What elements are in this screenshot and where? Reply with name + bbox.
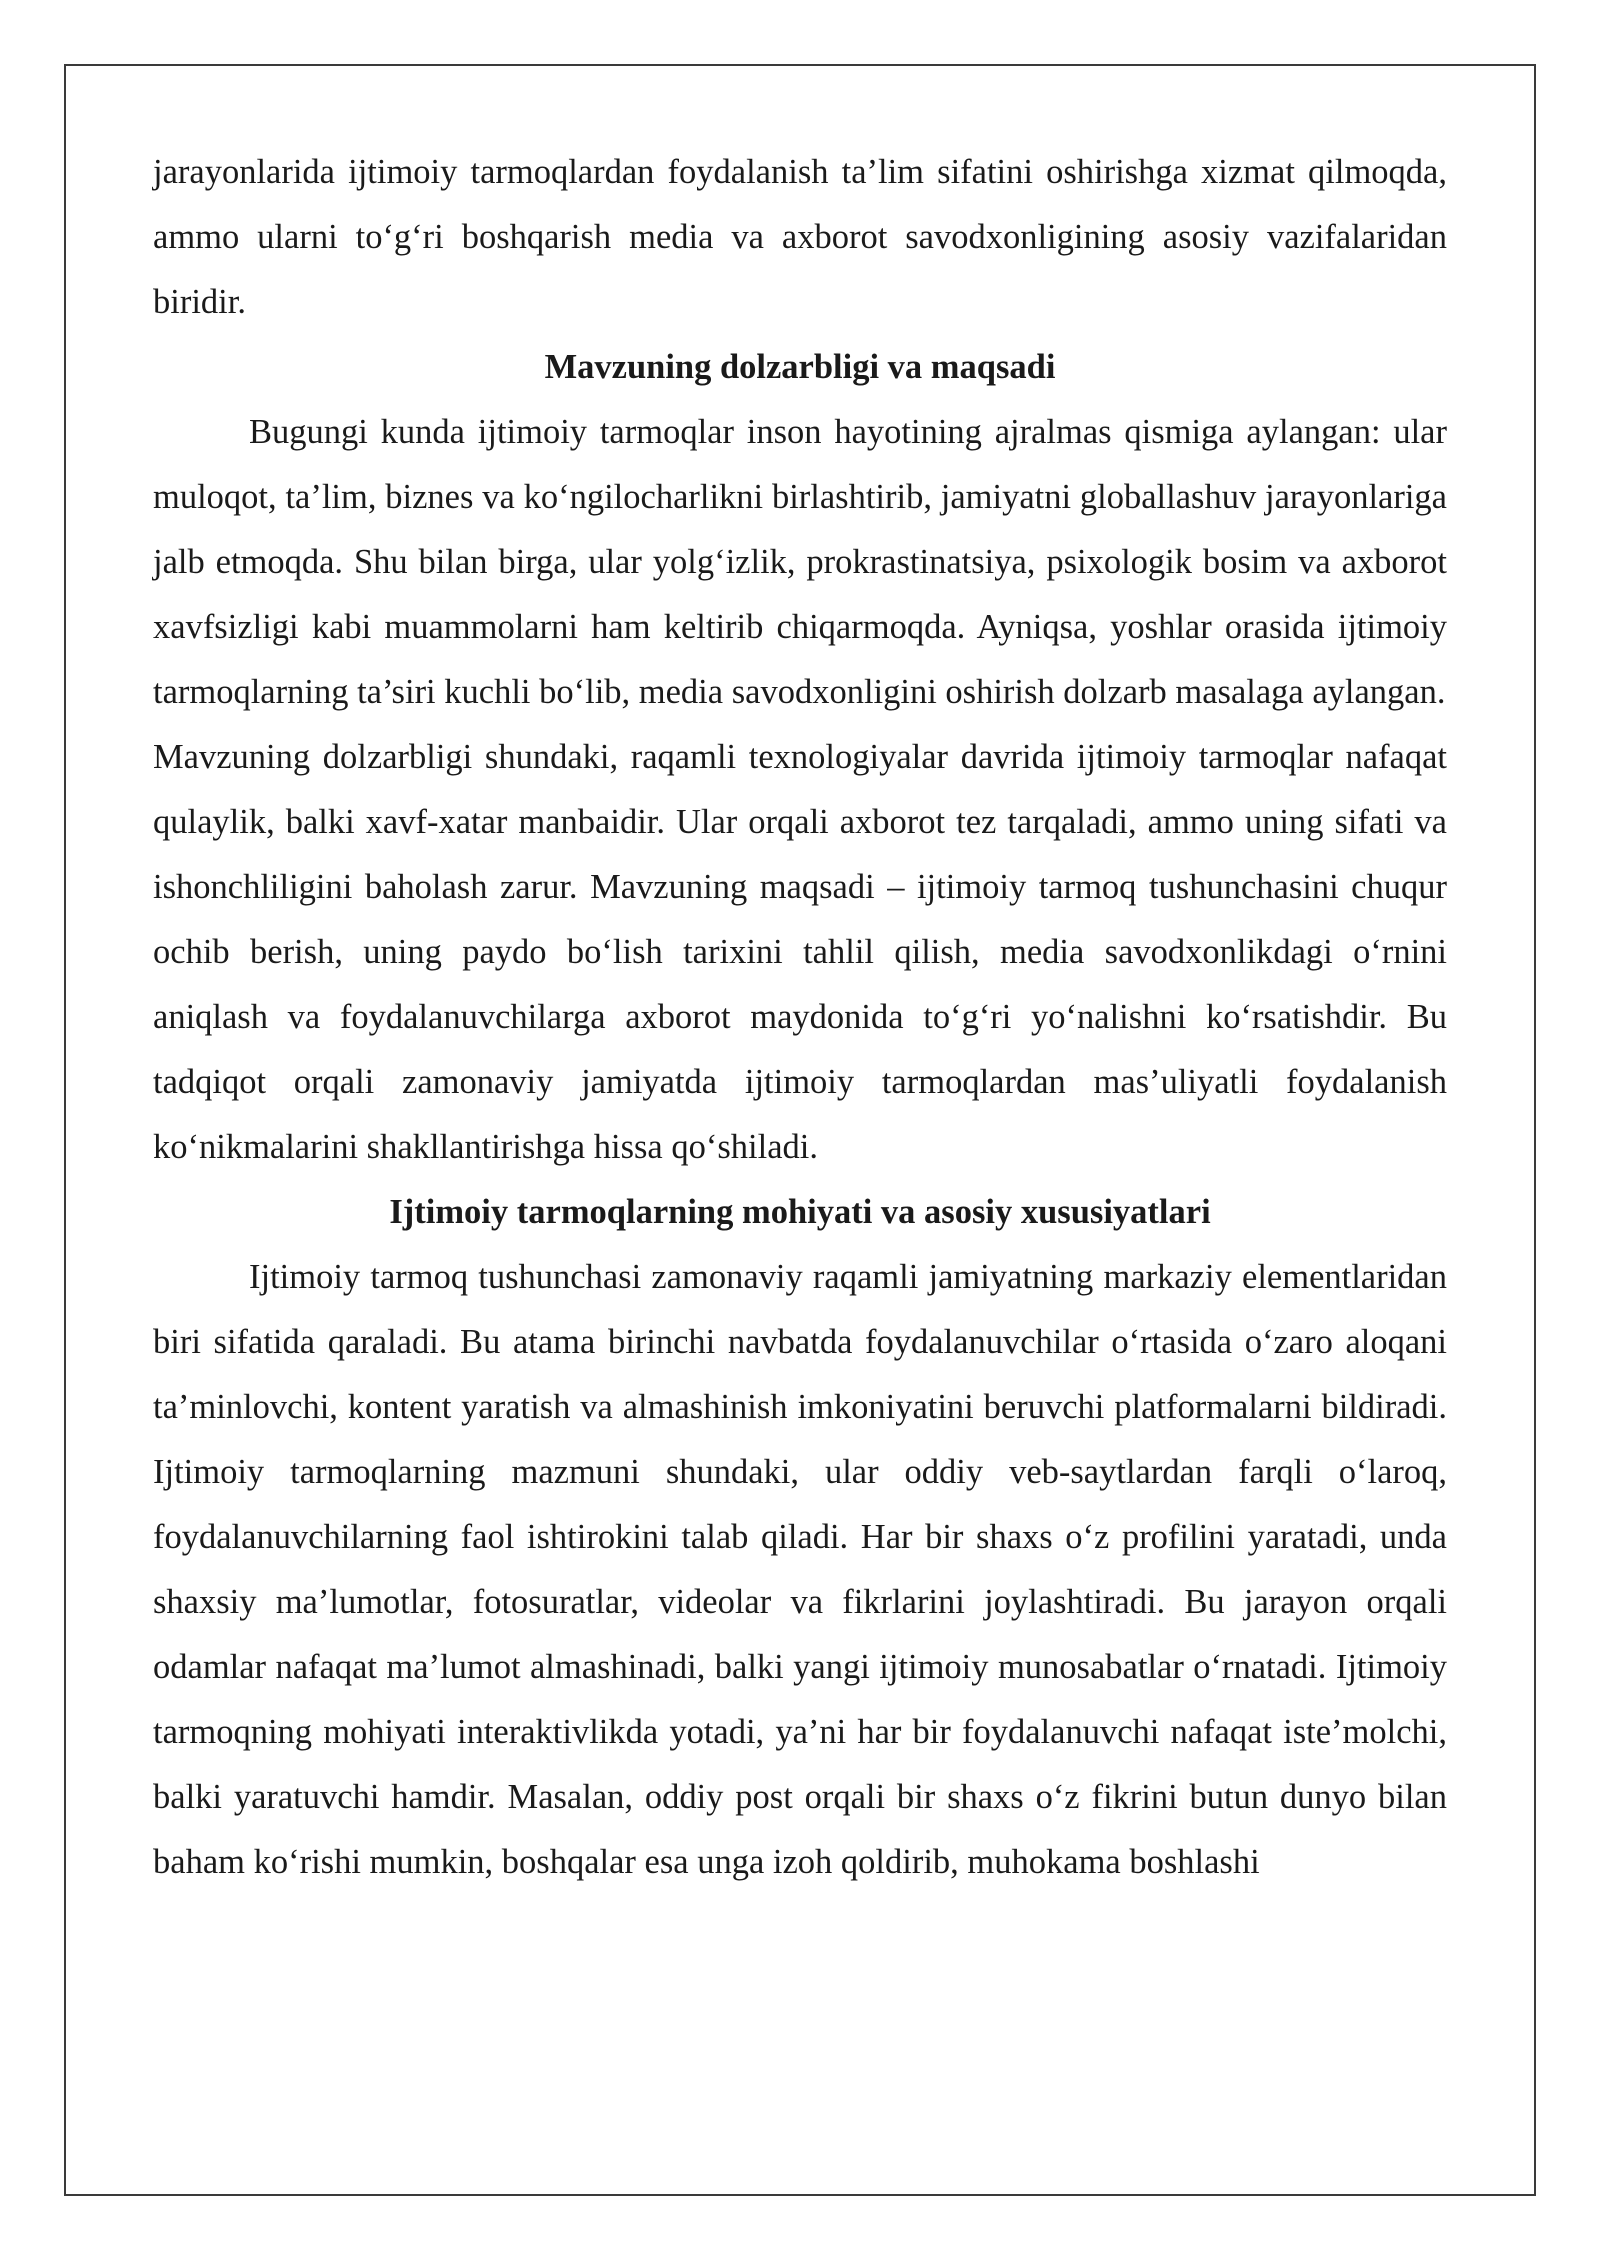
paragraph-relevance-1: Bugungi kunda ijtimoiy tarmoqlar inson hayotining ajralmas qismiga aylangan: ular muloqot, ta’lim, biznes va ko‘ngilocharlikni birlashtirib, jamiyatni globallashuv jarayonlariga jalb etmoqda. Shu bilan birga, ular yolg‘izlik, prokrastinatsiya, psixologik bosim va axborot xavfsizligi kabi muammolarni ham keltirib chiqarmoqda. Ayniqsa, yoshlar orasida ijtimoiy tarmoqlarning ta’siri kuchli bo‘lib, media savodxonligini oshirish dolzarb masalaga aylangan. — [153, 413, 1447, 711]
section-heading-relevance: Mavzuning dolzarbligi va maqsadi — [544, 348, 1056, 386]
section-heading-essence: Ijtimoiy tarmoqlarning mohiyati va asosiy xususiyatlari — [389, 1193, 1211, 1231]
paragraph-relevance-2: Mavzuning dolzarbligi shundaki, raqamli texnologiyalar davrida ijtimoiy tarmoqlar nafaqat qulaylik, balki xavf-xatar manbaidir. Ular orqali axborot tez tarqaladi, ammo uning sifati va ishonchliligini baholash zarur. Mavzuning maqsadi – ijtimoiy tarmoq tushunchasini chuqur ochib berish, uning paydo bo‘lish tarixini tahlil qilish, media savodxonlikdagi o‘rnini aniqlash va foydalanuvchilarga axborot maydonida to‘g‘ri yo‘nalishni ko‘rsatishdir. Bu tadqiqot orqali zamonaviy jamiyatda ijtimoiy tarmoqlardan mas’uliyatli foydalanish ko‘nikmalarini shakllantirishga hissa qo‘shiladi. — [153, 738, 1447, 1166]
paragraph-intro-continuation: jarayonlarida ijtimoiy tarmoqlardan foydalanish ta’lim sifatini oshirishga xizmat qilmoqda, ammo ularni to‘g‘ri boshqarish media va axborot savodxonligining asosiy vazifalaridan biridir. — [153, 153, 1447, 321]
paragraph-essence-1: Ijtimoiy tarmoq tushunchasi zamonaviy raqamli jamiyatning markaziy elementlaridan biri sifatida qaraladi. Bu atama birinchi navbatda foydalanuvchilar o‘rtasida o‘zaro aloqani ta’minlovchi, kontent yaratish va almashinish imkoniyatini beruvchi platformalarni bildiradi. Ijtimoiy tarmoqlarning mazmuni shundaki, ular oddiy veb-saytlardan farqli o‘laroq, foydalanuvchilarning faol ishtirokini talab qiladi. Har bir shaxs o‘z profilini yaratadi, unda shaxsiy ma’lumotlar, fotosuratlar, videolar va fikrlarini joylashtiradi. Bu jarayon orqali odamlar nafaqat ma’lumot almashinadi, balki yangi ijtimoiy munosabatlar o‘rnatadi. Ijtimoiy tarmoqning mohiyati interaktivlikda yotadi, ya’ni har bir foydalanuvchi nafaqat iste’molchi, balki yaratuvchi hamdir. Masalan, oddiy post orqali bir shaxs o‘z fikrini butun dunyo bilan baham ko‘rishi mumkin, boshqalar esa unga izoh qoldirib, muhokama boshlashi — [153, 1258, 1447, 1881]
document-body — [153, 140, 1447, 1895]
